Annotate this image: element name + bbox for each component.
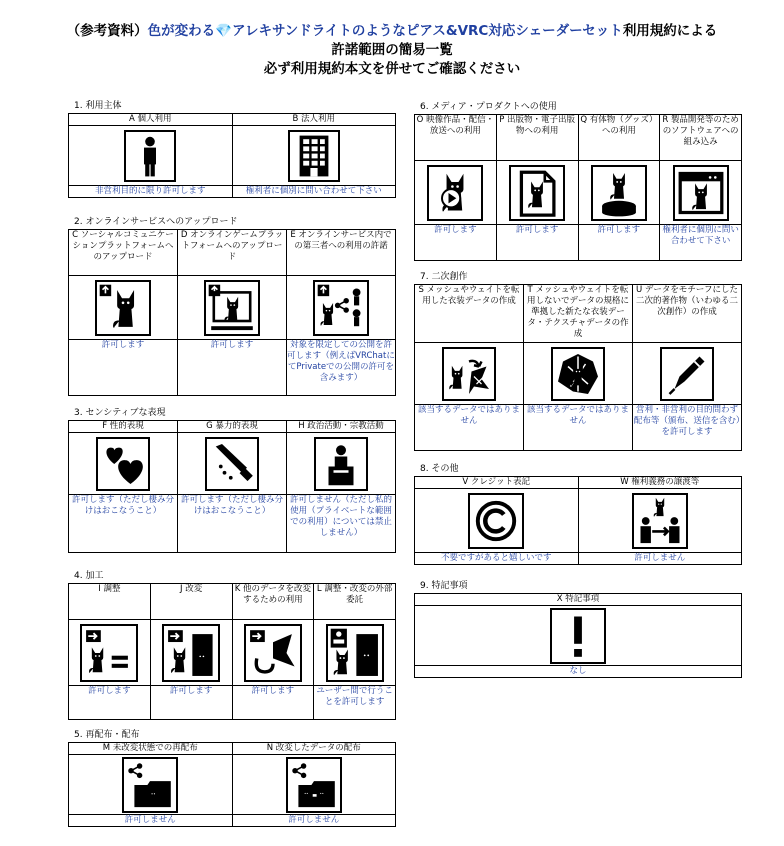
label-j: J 改変 <box>150 584 232 620</box>
answer-d: 許可します <box>178 340 287 396</box>
answer-u: 営利・非営利の目的問わず配布等（頒布、送信を含む）を許可します <box>633 405 742 451</box>
answer-e: 対象を限定しての公開を許可します（例えばVRChatにてPrivateでの公開の許可を含みます） <box>287 340 396 396</box>
section-title: 8. その他 <box>420 464 459 474</box>
answer-h: 許可しません（ただし私的使用（プライベートな範囲での利用）については禁止しません） <box>287 495 396 553</box>
label-f: F 性的表現 <box>69 421 178 433</box>
outsource-icon <box>326 624 384 682</box>
distribute-modified-icon <box>286 757 342 813</box>
label-u: U データをモチーフにした二次的著作物（いわゆる二次創作）の作成 <box>633 285 742 343</box>
answer-i: 許可します <box>69 686 151 720</box>
section-title: 7. 二次創作 <box>420 272 468 282</box>
mesh-reuse-icon <box>442 347 496 401</box>
adjust-icon <box>80 624 138 682</box>
answer-k: 許可します <box>232 686 314 720</box>
use-for-modify-icon <box>244 624 302 682</box>
hearts-icon <box>96 437 150 491</box>
answer-o: 許可します <box>415 225 497 261</box>
label-p: P 出版物・電子出版物への利用 <box>496 115 578 161</box>
label-a-personal: A 個人利用 <box>69 114 233 126</box>
building-icon <box>288 130 340 182</box>
label-x: X 特記事項 <box>415 594 742 606</box>
section-redistribution <box>68 729 396 827</box>
knife-icon <box>205 437 259 491</box>
section-processing <box>68 570 396 720</box>
answer-m: 許可しません <box>69 815 233 827</box>
video-icon <box>427 165 483 221</box>
header-prefix: （参考資料） <box>66 23 148 39</box>
label-m: M 未改変状態での再配布 <box>69 743 233 755</box>
answer-n: 許可しません <box>232 815 396 827</box>
answer-r: 権利者に個別に問い合わせて下さい <box>660 225 742 261</box>
section-title: 4. 加工 <box>74 571 104 581</box>
label-h: H 政治活動・宗教活動 <box>287 421 396 433</box>
label-c: C ソーシャルコミュニケーションプラットフォームへのアップロード <box>69 230 178 276</box>
answer-q: 許可します <box>578 225 660 261</box>
upload-game-icon <box>204 280 260 336</box>
section-sensitive <box>68 407 396 553</box>
answer-g: 許可します（ただし棲み分けはおこなうこと） <box>178 495 287 553</box>
section-other <box>414 463 742 565</box>
modify-icon <box>162 624 220 682</box>
label-n: N 改変したデータの配布 <box>232 743 396 755</box>
section-title: 6. メディア・プロダクトへの使用 <box>420 102 557 112</box>
answer-c: 許可します <box>69 340 178 396</box>
section-title: 3. センシティブな表現 <box>74 408 166 418</box>
answer-l: ユーザー間で行うことを許可します <box>314 686 396 720</box>
answer-v: 不要ですがあると嬉しいです <box>415 553 579 565</box>
header-line-2: 許諾範囲の簡易一覧 <box>331 42 453 58</box>
new-costume-icon <box>551 347 605 401</box>
answer-w: 許可しません <box>578 553 742 565</box>
section-derivative <box>414 271 742 451</box>
label-l: L 調整・改変の外部委託 <box>314 584 396 620</box>
label-s: S メッシュやウェイトを転用した衣装データの作成 <box>415 285 524 343</box>
copyright-icon <box>468 493 524 549</box>
header-product: 色が変わる💎アレキサンドライトのようなピアス&VRC対応シェーダーセット <box>147 23 623 39</box>
label-e: E オンラインサービス内での第三者への利用の許諾 <box>287 230 396 276</box>
header-line-1 <box>0 22 784 41</box>
podium-icon <box>314 437 368 491</box>
header-line-3: 必ず利用規約本文を併せてご確認ください <box>263 61 521 77</box>
label-t: T メッシュやウェイトを転用しないでデータの規格に準拠した新たな衣装データ・テクスチャデータの作成 <box>524 285 633 343</box>
label-q: Q 有体物（グッズ）への利用 <box>578 115 660 161</box>
section-online-upload <box>68 216 396 396</box>
section-user-type <box>68 100 396 198</box>
redistribute-icon <box>122 757 178 813</box>
software-icon <box>673 165 729 221</box>
answer-s: 該当するデータではありません <box>415 405 524 451</box>
label-v: V クレジット表記 <box>415 477 579 489</box>
person-icon <box>124 130 176 182</box>
goods-icon <box>591 165 647 221</box>
label-g: G 暴力的表現 <box>178 421 287 433</box>
label-r: R 製品開発等のためのソフトウェアへの組み込み <box>660 115 742 161</box>
answer-b: 権利者に個別に問い合わせて下さい <box>232 186 396 198</box>
header-suffix: 利用規約による <box>622 23 718 39</box>
answer-p: 許可します <box>496 225 578 261</box>
answer-a: 非営利目的に限り許可します <box>69 186 233 198</box>
section-title: 5. 再配布・配布 <box>74 730 140 740</box>
section-title: 9. 特記事項 <box>420 581 468 591</box>
section-title: 1. 利用主体 <box>74 101 122 111</box>
upload-sns-icon <box>95 280 151 336</box>
label-k: K 他のデータを改変するための利用 <box>232 584 314 620</box>
pen-icon <box>660 347 714 401</box>
label-o: O 映像作品・配信・放送への利用 <box>415 115 497 161</box>
label-b-corporate: B 法人利用 <box>232 114 396 126</box>
publication-icon <box>509 165 565 221</box>
answer-f: 許可します（ただし棲み分けはおこなうこと） <box>69 495 178 553</box>
section-title: 2. オンラインサービスへのアップロード <box>74 217 238 227</box>
transfer-icon <box>632 493 688 549</box>
section-notes <box>414 580 742 678</box>
answer-x: なし <box>415 666 742 678</box>
section-media <box>414 101 742 261</box>
exclamation-icon <box>550 608 606 664</box>
document-header <box>0 22 784 79</box>
share-third-party-icon <box>313 280 369 336</box>
label-d: D オンラインゲームプラットフォームへのアップロード <box>178 230 287 276</box>
answer-t: 該当するデータではありません <box>524 405 633 451</box>
label-w: W 権利義務の譲渡等 <box>578 477 742 489</box>
answer-j: 許可します <box>150 686 232 720</box>
label-i: I 調整 <box>69 584 151 620</box>
